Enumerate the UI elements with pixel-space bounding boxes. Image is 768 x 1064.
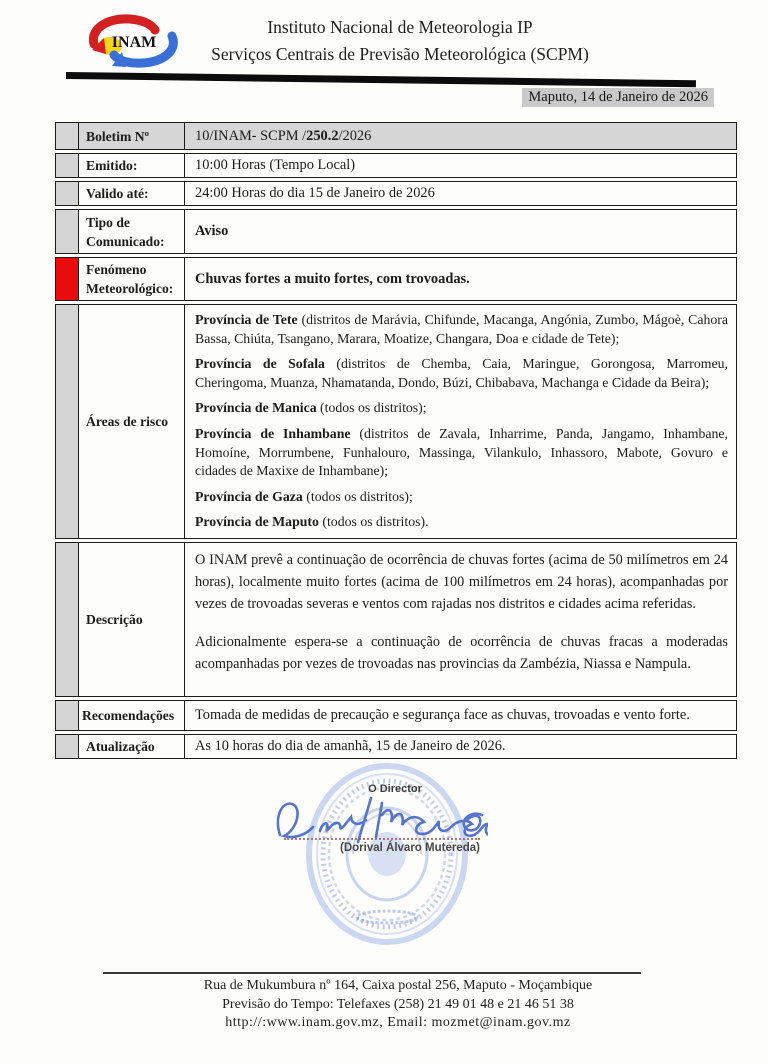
table-row-atualizacao <box>55 734 737 759</box>
boletim-value <box>185 122 737 150</box>
table-row-emitido <box>55 153 737 178</box>
row-marker <box>55 153 79 178</box>
province-item: Província de Gaza (todos os distritos); <box>195 488 413 504</box>
table-row-fenomeno <box>55 257 737 301</box>
province-item: Província de Maputo (todos os distritos). <box>195 514 429 530</box>
footer-web-email: http://:www.inam.gov.mz, Email: mozmet@inam.gov.mz <box>225 1015 571 1030</box>
fenomeno-label: Fenómeno Meteorológico: <box>79 257 185 301</box>
signature-role: O Director <box>368 783 422 795</box>
row-marker <box>55 542 79 697</box>
table-row-tipo <box>55 209 737 254</box>
org-title: Instituto Nacional de Meteorologia IP <box>267 17 533 37</box>
descricao-value <box>185 542 737 697</box>
description-paragraph: Adicionalmente espera-se a continuação de ocorrência de chuvas fracas a moderadas acompanhadas por vezes de trovoadas nas provincias da Zambézia, Niassa e Nampula. <box>195 633 728 672</box>
org-subtitle: Serviços Centrais de Previsão Meteorológica (SCPM) <box>211 44 589 64</box>
row-marker <box>55 734 79 759</box>
table-row-descricao <box>55 542 737 697</box>
row-marker <box>55 122 79 150</box>
footer-address: Rua de Mukumbura nº 164, Caixa postal 256, Maputo - Moçambique <box>203 978 593 993</box>
row-marker <box>55 209 79 254</box>
boletim-number: 10/INAM- SCPM /250.2/2026 <box>195 127 372 144</box>
footer-divider <box>103 972 641 974</box>
fenomeno-value: Chuvas fortes a muito fortes, com trovoadas. <box>185 257 737 301</box>
header-divider <box>66 72 696 87</box>
table-row-valido <box>55 181 737 206</box>
row-marker <box>55 304 79 539</box>
province-item: Província de Inhambane (distritos de Zavala, Inharrime, Panda, Jangamo, Inhambane, Homoíne, Morrumbene, Funhalouro, Massinga, Vilankulo, Inhassoro, Mabote, Govuro e cidades de Maxixe de Inhambane); <box>195 425 728 479</box>
valido-value: 24:00 Horas do dia 15 de Janeiro de 2026 <box>185 181 737 206</box>
description-paragraph: O INAM prevê a continuação de ocorrência de chuvas fortes (acima de 50 milímetros em 24 horas), localmente muito fortes (acima de 100 milímetros em 24 horas), acompanhadas por vezes de trovoadas severas e ventos com rajadas nos distritos e cidades acima referidas. <box>195 551 728 612</box>
row-marker <box>55 181 79 206</box>
bulletin-table <box>55 122 737 762</box>
areas-label: Áreas de risco <box>79 304 185 539</box>
valido-label: Valido até: <box>79 181 185 206</box>
logo-text: INAM <box>111 34 157 51</box>
alert-red-marker <box>55 257 79 301</box>
signatory-name: (Dorival Álvaro Mutereda) <box>340 842 480 854</box>
footer <box>14 977 768 1033</box>
boletim-label: Boletim Nº <box>79 122 185 150</box>
document-header <box>150 14 650 68</box>
footer-phones: Previsão do Tempo: Telefaxes (258) 21 49 01 48 e 21 46 51 38 <box>222 996 574 1012</box>
areas-value <box>185 304 737 539</box>
province-item: Província de Tete (distritos de Marávia, Chifunde, Macanga, Angónia, Zumbo, Mágoè, Cahora Bassa, Chiúta, Tsangano, Marara, Moatize, Changara, Doa e cidade de Tete); <box>195 312 729 346</box>
row-marker <box>55 700 79 731</box>
table-row-areas <box>55 304 737 539</box>
table-row-boletim <box>55 122 737 150</box>
atualizacao-label: Atualização <box>79 734 185 759</box>
atualizacao-value: As 10 horas do dia de amanhã, 15 de Janeiro de 2026. <box>185 734 737 759</box>
emitido-label: Emitido: <box>79 153 185 178</box>
province-item: Província de Sofala (distritos de Chemba, Caia, Maringue, Gorongosa, Marromeu, Cheringoma, Muanza, Nhamatanda, Dondo, Búzi, Chibabava, Machanga e Cidade da Beira); <box>195 356 728 390</box>
tipo-value: Aviso <box>185 209 737 254</box>
province-item: Província de Manica (todos os distritos); <box>195 400 427 416</box>
signature-line <box>284 838 480 840</box>
recomendacoes-value: Tomada de medidas de precaução e segurança face as chuvas, trovoadas e vento forte. <box>185 700 737 731</box>
table-row-recomendacoes <box>55 700 737 731</box>
tipo-label: Tipo de Comunicado: <box>79 209 185 254</box>
issue-date: Maputo, 14 de Janeiro de 2026 <box>522 88 714 107</box>
recomendacoes-label: Recomendações <box>79 700 185 731</box>
emitido-value: 10:00 Horas (Tempo Local) <box>185 153 737 178</box>
descricao-label: Descrição <box>79 542 185 697</box>
